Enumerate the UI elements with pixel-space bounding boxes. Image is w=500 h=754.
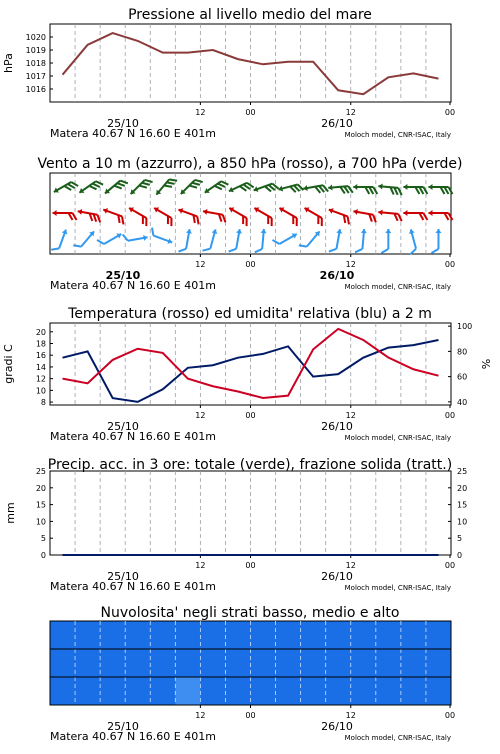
cloud-cell <box>301 677 327 705</box>
wind-barb-head <box>278 205 284 212</box>
y-tick-label: 5 <box>41 534 46 543</box>
wind-barb-flag <box>369 187 373 194</box>
cloud-cell <box>175 677 201 705</box>
wind-barb <box>103 176 128 199</box>
wind-barb-flag <box>423 213 427 220</box>
x-tick-label: 12 <box>195 260 205 269</box>
x-date-label: 26/10 <box>321 117 353 130</box>
wind-barb-head <box>353 184 357 190</box>
wind-barb <box>77 208 102 222</box>
cloud-cell <box>75 677 101 705</box>
cloud-cell <box>200 649 226 677</box>
cloud-cell <box>200 621 226 649</box>
y-tick-label: 0 <box>457 551 462 560</box>
panel-title: Nuvolosita' negli strati basso, medio e alto <box>101 605 400 621</box>
wind-barb-flag <box>73 213 77 220</box>
cloud-cell <box>150 649 176 677</box>
y-axis-label: gradi C <box>2 344 15 384</box>
site-info: Matera 40.67 N 16.60 E 401m <box>50 127 216 140</box>
wind-barb-flag <box>51 246 59 252</box>
wind-barb-flag <box>299 242 307 250</box>
cloud-cell <box>251 649 277 677</box>
x-tick-label: 12 <box>195 108 205 117</box>
wind-barb <box>352 208 377 222</box>
wind-barb-head <box>428 184 432 190</box>
cloud-cell <box>125 621 151 649</box>
wind-barb-head <box>128 205 134 212</box>
cloud-cell <box>326 677 352 705</box>
cloud-cell <box>276 677 302 705</box>
wind-barb-flag <box>255 248 262 253</box>
cloud-cell <box>276 621 302 649</box>
wind-barb <box>403 184 427 194</box>
wind-barb-flag <box>448 187 452 194</box>
y-tick-label: 60 <box>457 373 467 382</box>
cloud-cell <box>225 677 251 705</box>
x-tick-label: 00 <box>245 108 255 117</box>
wind-barb <box>378 183 403 195</box>
model-credit: Moloch model, CNR-ISAC, Italy <box>345 584 451 592</box>
wind-barb-head <box>53 210 57 216</box>
wind-barb-head <box>378 209 383 215</box>
cloud-cell <box>426 649 452 677</box>
wind-barb-flag <box>423 187 427 194</box>
x-date-label: 26/10 <box>321 570 353 583</box>
y-tick-label: 20 <box>36 328 46 337</box>
wind-barb-flag <box>373 187 377 194</box>
y-tick-label: 14 <box>36 363 46 372</box>
wind-barb-head <box>378 183 383 189</box>
cloud-cell <box>125 677 151 705</box>
x-tick-label: 12 <box>346 260 356 269</box>
model-credit: Moloch model, CNR-ISAC, Italy <box>345 131 451 139</box>
wind-barb-flag <box>229 248 237 253</box>
site-info: Matera 40.67 N 16.60 E 401m <box>50 580 216 593</box>
cloud-cell <box>75 621 101 649</box>
wind-barb <box>126 205 152 226</box>
wind-barb-head <box>328 185 333 191</box>
wind-barb <box>431 229 441 253</box>
model-credit: Moloch model, CNR-ISAC, Italy <box>345 283 451 291</box>
cloud-cell <box>150 677 176 705</box>
cloud-cell <box>251 621 277 649</box>
cloud-cell <box>50 677 76 705</box>
wind-barb-flag <box>243 218 250 226</box>
wind-barb-flag <box>440 187 444 194</box>
x-date-label: 25/10 <box>107 570 139 583</box>
cloud-cell <box>351 621 377 649</box>
x-tick-label: 12 <box>195 711 205 720</box>
cloud-cell <box>276 649 302 677</box>
cloud-cell <box>401 621 427 649</box>
wind-barb <box>255 228 267 253</box>
wind-barb-head <box>261 229 267 234</box>
y-tick-label: 1019 <box>26 46 46 55</box>
x-tick-label: 00 <box>445 108 455 117</box>
y-tick-label: 1017 <box>26 72 46 81</box>
y-tick-label: 1018 <box>26 59 46 68</box>
y-tick-label: 5 <box>457 534 462 543</box>
y-tick-label: 8 <box>41 398 46 407</box>
cloud-cell <box>175 649 201 677</box>
cloud-cell <box>251 677 277 705</box>
panel-title: Pressione al livello medio del mare <box>128 7 372 23</box>
cloud-cell <box>401 649 427 677</box>
model-credit: Moloch model, CNR-ISAC, Italy <box>345 434 451 442</box>
y-axis-label: mm <box>4 502 17 523</box>
y-tick-label: 15 <box>36 501 46 510</box>
wind-barb <box>101 207 127 225</box>
wind-barb <box>278 180 304 196</box>
site-info: Matera 40.67 N 16.60 E 401m <box>50 730 216 743</box>
y-tick-label: 0 <box>41 551 46 560</box>
x-tick-label: 00 <box>245 260 255 269</box>
x-date-label: 25/10 <box>107 420 139 433</box>
wind-barb-flag <box>409 249 417 255</box>
wind-barb <box>226 205 252 226</box>
y-tick-label: 20 <box>36 484 46 493</box>
wind-barb <box>149 228 175 246</box>
wind-barb-head <box>303 205 309 212</box>
cloud-cell <box>50 649 76 677</box>
cloud-cell <box>100 677 126 705</box>
cloud-cell <box>376 621 402 649</box>
wind-barb <box>272 228 298 249</box>
y-tick-label: 100 <box>457 322 472 331</box>
x-tick-label: 00 <box>245 561 255 570</box>
wind-barb <box>353 184 377 194</box>
wind-barb-flag <box>415 187 419 194</box>
wind-barb-head <box>403 184 407 190</box>
wind-barb-flag <box>355 248 362 253</box>
wind-barb-head <box>52 187 58 194</box>
wind-barb-flag <box>444 187 448 194</box>
x-date-label: 26/10 <box>321 720 353 733</box>
wind-barb-head <box>253 205 259 212</box>
wind-barb-head <box>435 229 441 233</box>
wind-barb <box>151 205 177 226</box>
wind-barb <box>378 209 403 221</box>
cloud-cell <box>100 621 126 649</box>
x-tick-label: 12 <box>346 411 356 420</box>
wind-barb <box>276 205 302 226</box>
model-credit: Moloch model, CNR-ISAC, Italy <box>345 734 451 742</box>
wind-barb-head <box>361 229 367 234</box>
cloud-cell <box>326 649 352 677</box>
wind-barb <box>203 228 219 254</box>
x-tick-label: 00 <box>445 711 455 720</box>
x-tick-label: 00 <box>245 711 255 720</box>
y-tick-label: 16 <box>36 351 46 360</box>
y-tick-label: 1016 <box>26 85 46 94</box>
x-date-label: 25/10 <box>107 720 139 733</box>
wind-barb-flag <box>318 218 325 226</box>
wind-barb-flag <box>69 213 73 220</box>
cloud-cell <box>75 649 101 677</box>
wind-barb <box>97 228 123 249</box>
wind-barb <box>303 182 328 196</box>
x-tick-label: 12 <box>346 561 356 570</box>
wind-barb <box>355 228 367 253</box>
cloud-cell <box>326 621 352 649</box>
x-tick-label: 00 <box>445 411 455 420</box>
x-date-label: 26/10 <box>320 269 355 282</box>
x-tick-label: 12 <box>195 561 205 570</box>
wind-barb-head <box>292 231 298 238</box>
wind-barb <box>53 210 77 220</box>
y-tick-label: 25 <box>457 467 467 476</box>
wind-barb-flag <box>168 218 175 226</box>
panel-title: Precip. acc. in 3 ore: totale (verde), frazione solida (tratt.) <box>48 457 452 473</box>
cloud-cell <box>351 677 377 705</box>
cloud-cell <box>351 649 377 677</box>
wind-barb <box>52 177 78 198</box>
cloud-cell <box>376 677 402 705</box>
wind-barb-flag <box>329 248 337 253</box>
cloud-cell <box>225 621 251 649</box>
wind-barb <box>51 227 69 253</box>
wind-barb <box>253 179 279 197</box>
y-tick-label: 20 <box>457 484 467 493</box>
wind-barb-head <box>385 229 391 233</box>
humidity-line <box>63 340 439 402</box>
cloud-cell <box>301 649 327 677</box>
wind-barb <box>428 210 452 220</box>
cloud-cell <box>150 621 176 649</box>
wind-barb <box>428 184 452 194</box>
wind-barb <box>123 230 148 244</box>
pressure-line <box>63 33 439 94</box>
panel-title: Temperatura (rosso) ed umidita' relativa (blu) a 2 m <box>67 306 432 322</box>
wind-barb-flag <box>179 248 187 253</box>
y-tick-label: 25 <box>36 467 46 476</box>
wind-barb <box>404 229 420 255</box>
wind-barb-flag <box>419 187 423 194</box>
wind-barb-flag <box>431 249 438 253</box>
x-date-label: 25/10 <box>106 269 141 282</box>
x-tick-label: 00 <box>245 411 255 420</box>
x-tick-label: 00 <box>445 561 455 570</box>
cloud-cell <box>225 649 251 677</box>
wind-barb <box>403 210 427 220</box>
y-tick-label: 12 <box>36 375 46 384</box>
wind-barb <box>301 205 327 226</box>
site-info: Matera 40.67 N 16.60 E 401m <box>50 430 216 443</box>
y-tick-label: 10 <box>36 517 46 526</box>
y-tick-label: 1020 <box>26 33 46 42</box>
wind-barb-flag <box>268 218 275 226</box>
wind-barb <box>299 227 322 252</box>
x-tick-label: 12 <box>195 411 205 420</box>
x-date-label: 26/10 <box>321 420 353 433</box>
x-tick-label: 12 <box>346 711 356 720</box>
wind-barb <box>78 177 103 199</box>
wind-barb <box>228 178 254 197</box>
cloud-cell <box>301 621 327 649</box>
cloud-cell <box>100 649 126 677</box>
wind-barb <box>381 229 391 253</box>
wind-barb <box>202 208 227 222</box>
wind-barb-flag <box>293 218 300 226</box>
wind-barb-flag <box>123 234 128 242</box>
cloud-cell <box>125 649 151 677</box>
cloud-cell <box>376 649 402 677</box>
wind-barb-head <box>153 205 159 212</box>
y-tick-label: 10 <box>457 517 467 526</box>
wind-barb <box>326 207 352 225</box>
y-tick-label: 15 <box>457 501 467 510</box>
wind-barb-flag <box>203 247 211 253</box>
cloud-cell <box>200 677 226 705</box>
y-axis-label: % <box>480 359 493 369</box>
wind-barb <box>179 228 193 253</box>
wind-barb-head <box>228 205 234 212</box>
wind-barb-flag <box>143 218 150 226</box>
wind-barb <box>328 183 353 195</box>
wind-barb-head <box>116 231 122 238</box>
wind-barb <box>179 175 203 199</box>
wind-barb-flag <box>73 242 81 250</box>
wind-barb-head <box>428 210 432 216</box>
y-axis-label: hPa <box>2 53 15 73</box>
site-info: Matera 40.67 N 16.60 E 401m <box>50 279 216 292</box>
wind-barb <box>73 227 96 252</box>
y-tick-label: 18 <box>36 340 46 349</box>
wind-barb-flag <box>381 249 388 253</box>
wind-barb <box>129 175 153 199</box>
wind-barb-flag <box>444 213 448 220</box>
wind-barb <box>329 228 343 253</box>
x-tick-label: 12 <box>346 108 356 117</box>
panel-title: Vento a 10 m (azzurro), a 850 hPa (rosso), a 700 hPa (verde) <box>37 156 462 172</box>
wind-barb <box>251 205 277 226</box>
x-tick-label: 00 <box>445 260 455 269</box>
wind-barb <box>203 177 228 199</box>
cloud-cell <box>426 621 452 649</box>
cloud-cell <box>175 621 201 649</box>
wind-barb-flag <box>448 213 452 220</box>
wind-barb-flag <box>365 187 369 194</box>
cloud-cell <box>426 677 452 705</box>
cloud-cell <box>401 677 427 705</box>
wind-barb <box>229 228 243 253</box>
y-tick-label: 10 <box>36 386 46 395</box>
wind-barb-flag <box>419 213 423 220</box>
y-tick-label: 40 <box>457 398 467 407</box>
cloud-cell <box>50 621 76 649</box>
x-date-label: 25/10 <box>107 117 139 130</box>
wind-barb-head <box>403 210 407 216</box>
wind-barb <box>176 207 202 225</box>
wind-barb <box>154 174 177 199</box>
y-tick-label: 80 <box>457 347 467 356</box>
